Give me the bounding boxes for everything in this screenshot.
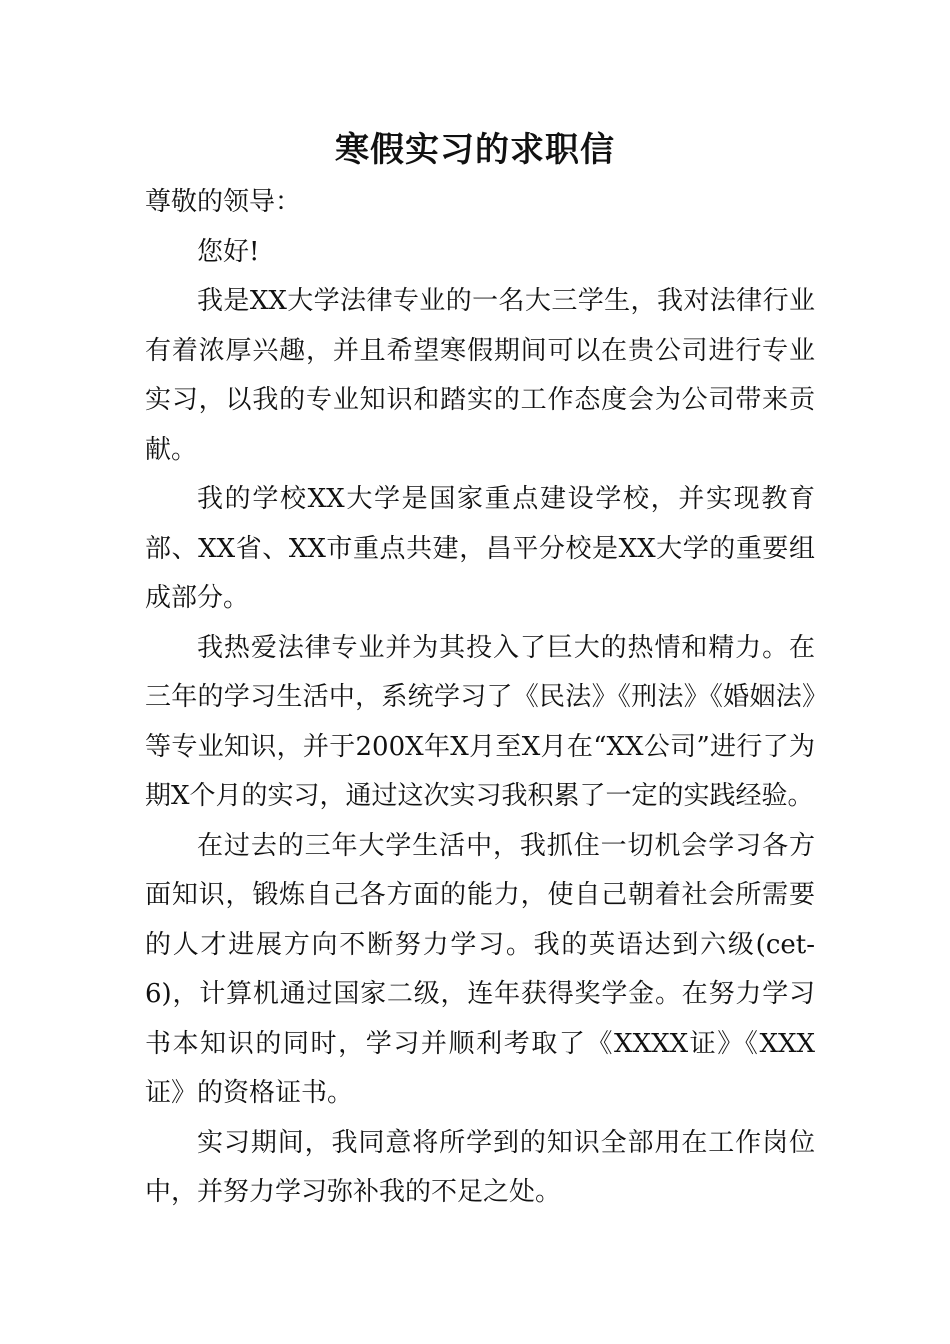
salutation: 尊敬的领导： <box>145 187 302 217</box>
paragraph: 我是XX大学法律专业的一名大三学生，我对法律行业有着浓厚兴趣，并且希望寒假期间可以在贵公司进行专业实习，以我的专业知识和踏实的工作态度会为公司带来贡献。 <box>145 286 815 465</box>
paragraph: 我的学校XX大学是国家重点建设学校，并实现教育部、XX省、XX市重点共建，昌平分校是XX大学的重要组成部分。 <box>145 484 815 613</box>
letter-body <box>145 178 815 1218</box>
paragraph: 在过去的三年大学生活中，我抓住一切机会学习各方面知识，锻炼自己各方面的能力，使自己朝着社会所需要的人才进展方向不断努力学习。我的英语达到六级(cet-6)，计算机通过国家二级，连年获得奖学金。在努力学习书本知识的同时，学习并顺利考取了《XXXX证》《XXX证》的资格证书。 <box>145 830 815 1108</box>
paragraph: 我热爱法律专业并为其投入了巨大的热情和精力。在三年的学习生活中，系统学习了《民法》《刑法》《婚姻法》等专业知识，并于200X年X月至X月在“XX公司”进行了为期X个月的实习，通过这次实习我积累了一定的实践经验。 <box>145 632 815 811</box>
greeting: 您好! <box>197 236 260 267</box>
document-title: 寒假实习的求职信 <box>335 130 615 170</box>
paragraph: 实习期间，我同意将所学到的知识全部用在工作岗位中，并努力学习弥补我的不足之处。 <box>145 1127 815 1207</box>
